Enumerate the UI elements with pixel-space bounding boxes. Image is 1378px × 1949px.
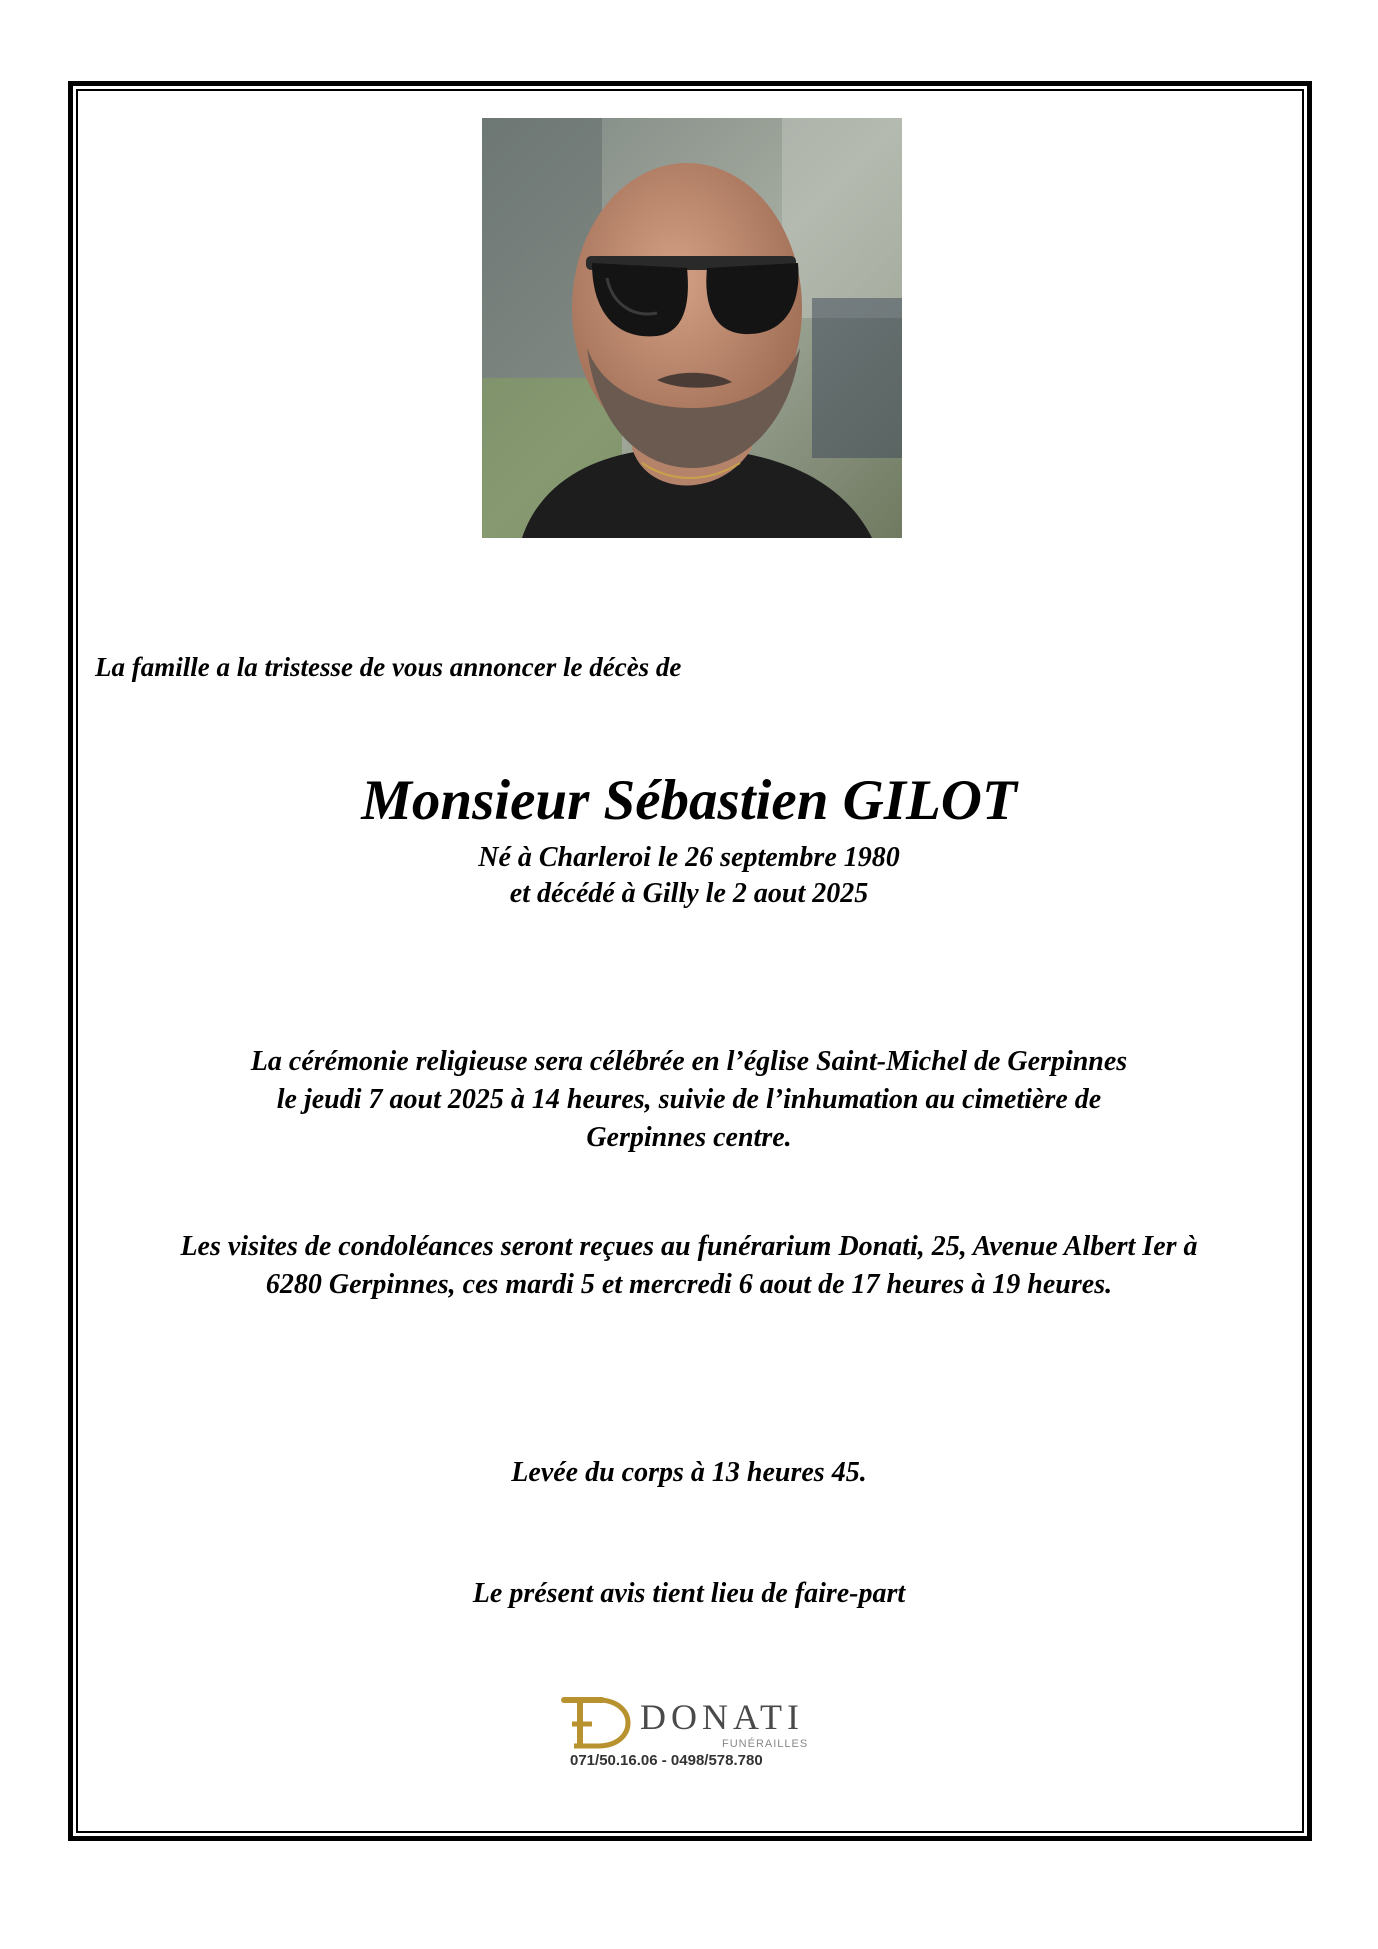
- visits-line-2: 6280 Gerpinnes, ces mardi 5 et mercredi 6 aout de 17 heures à 19 heures.: [265, 1269, 1113, 1300]
- donati-logo: [558, 1694, 828, 1784]
- portrait-photo: [482, 118, 902, 538]
- deceased-name: Monsieur Sébastien GILOT: [361, 769, 1017, 832]
- donati-monogram-icon: [558, 1694, 638, 1752]
- levee-text: Levée du corps à 13 heures 45.: [511, 1457, 867, 1488]
- visits-line-1: Les visites de condoléances seront reçues au funérarium Donati, 25, Avenue Albert Ier à: [180, 1231, 1198, 1262]
- birth-line: Né à Charleroi le 26 septembre 1980: [478, 842, 900, 873]
- logo-subtitle: FUNÉRAILLES: [722, 1738, 809, 1750]
- logo-name: DONATI: [640, 1697, 804, 1737]
- ceremony-line-1: La cérémonie religieuse sera célébrée en l’église Saint-Michel de Gerpinnes: [250, 1046, 1128, 1077]
- intro-text: La famille a la tristesse de vous annoncer le décès de: [95, 652, 682, 682]
- birth-death-dates: [0, 840, 1378, 912]
- death-line: et décédé à Gilly le 2 aout 2025: [509, 878, 869, 909]
- ceremony-line-2: le jeudi 7 aout 2025 à 14 heures, suivie de l’inhumation au cimetière de: [276, 1084, 1102, 1115]
- visits-paragraph: [0, 1228, 1378, 1304]
- ceremony-paragraph: [0, 1043, 1378, 1157]
- logo-phone-numbers: 071/50.16.06 - 0498/578.780: [570, 1752, 763, 1769]
- ceremony-line-3: Gerpinnes centre.: [586, 1122, 792, 1153]
- notice-text: Le présent avis tient lieu de faire-part: [472, 1578, 906, 1609]
